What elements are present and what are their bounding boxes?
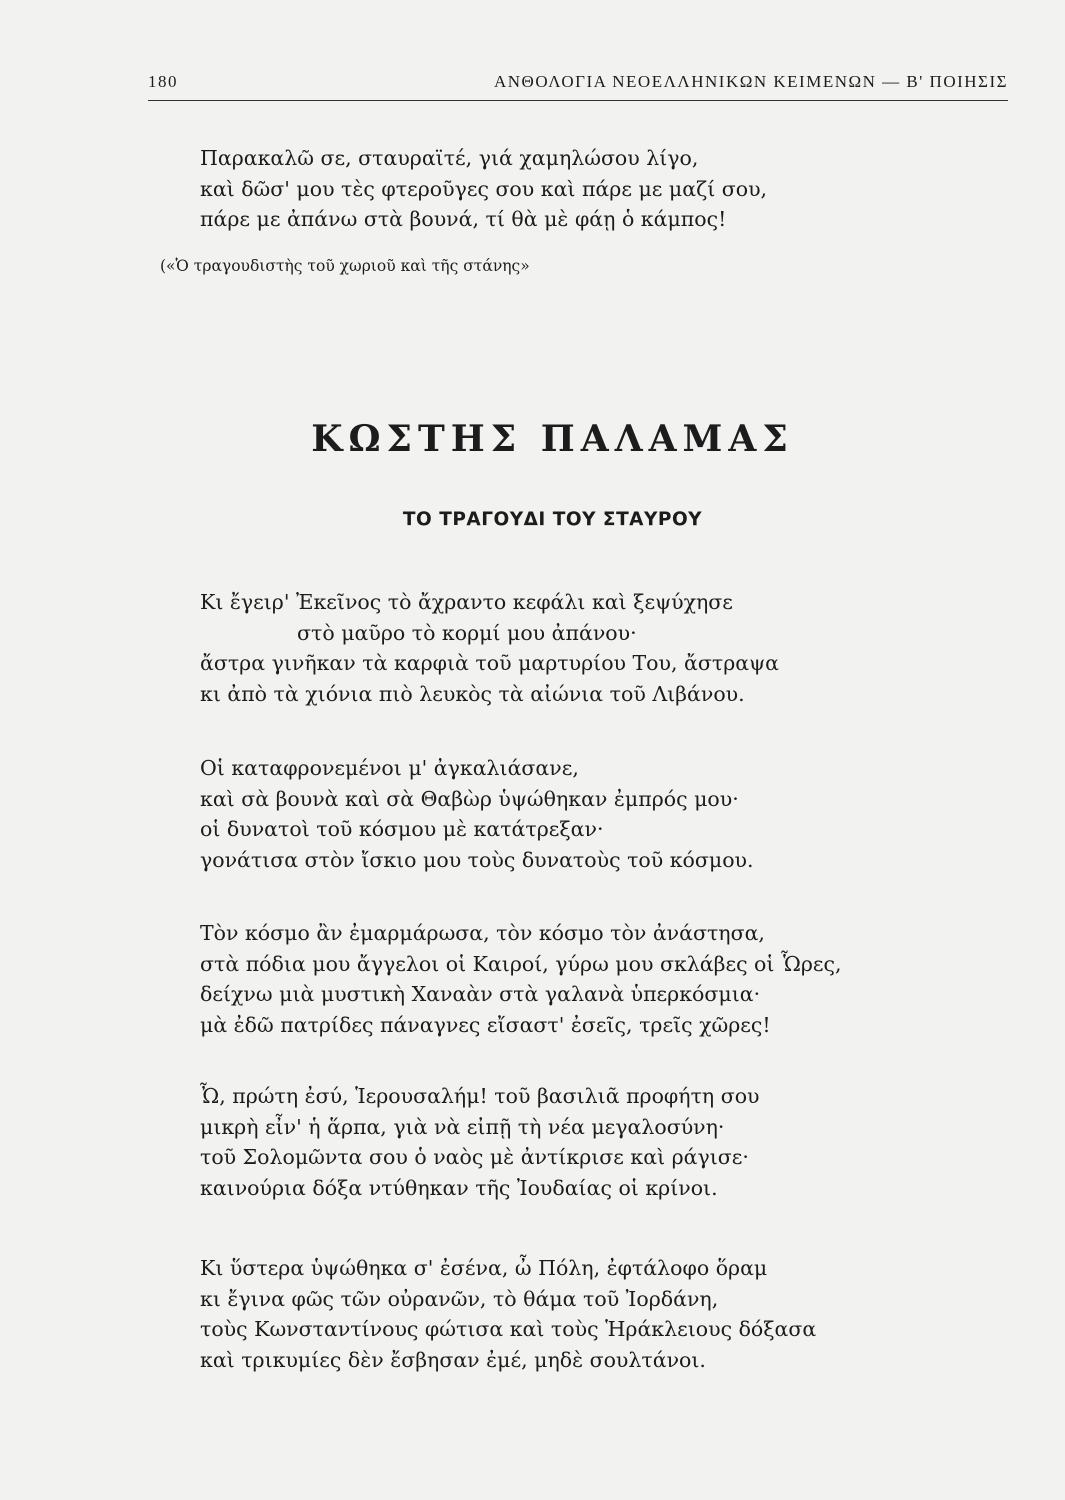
page-number: 180 [148, 72, 178, 91]
header-rule [148, 100, 1008, 101]
running-title: ΑΝΘΟΛΟΓΙΑ ΝΕΟΕΛΛΗΝΙΚΩΝ ΚΕΙΜΕΝΩΝ — Β' ΠΟΙΗΣΙΣ [493, 72, 1008, 91]
stanza-3 [200, 918, 1020, 1041]
verse-line: καὶ τρικυμίες δὲν ἔσβησαν ἐμέ, μηδὲ σουλτάνοι. [200, 1348, 706, 1373]
poem-title: ΤΟ ΤΡΑΓΟΥΔΙ ΤΟΥ ΣΤΑΥΡΟΥ [402, 509, 703, 530]
verse-line-indented: στὸ μαῦρο τὸ κορμί μου ἀπάνου· [297, 620, 637, 645]
verse-line: Τὸν κόσμο ἂν ἐμαρμάρωσα, τὸν κόσμο τὸν ἀνάστησα, [200, 921, 765, 945]
verse-line: Κι ὕστερα ὑψώθηκα σ' ἐσένα, ὦ Πόλη, ἐφτάλοφο ὅραμ [200, 1256, 768, 1280]
verse-line: ἄστρα γινῆκαν τὰ καρφιὰ τοῦ μαρτυρίου Του, ἄστραψα [200, 651, 780, 676]
verse-line: γονάτισα στὸν ἴσκιο μου τοὺς δυνατοὺς τοῦ κόσμου. [200, 848, 754, 873]
page-header [148, 72, 1008, 100]
verse-line: κι ἀπὸ τὰ χιόνια πιὸ λευκὸς τὰ αἰώνια τοῦ Λιβάνου. [200, 682, 745, 707]
verse-line: Οἱ καταφρονεμένοι μ' ἀγκαλιάσανε, [200, 756, 579, 780]
verse-line: καὶ σὰ βουνὰ καὶ σὰ Θαβὼρ ὑψώθηκαν ἐμπρός μου· [200, 786, 739, 811]
verse-line: Κι ἔγειρ' Ἐκεῖνος τὸ ἄχραντο κεφάλι καὶ ξεψύχησε [200, 590, 733, 614]
verse-line: μὰ ἐδῶ πατρίδες πάναγνες εἴσαστ' ἐσεῖς, τρεῖς χῶρες! [200, 1013, 771, 1038]
verse-line: καινούρια δόξα ντύθηκαν τῆς Ἰουδαίας οἱ κρίνοι. [200, 1176, 718, 1201]
author-name: ΚΩΣΤΗΣ ΠΑΛΑΜΑΣ [311, 418, 794, 460]
verse-line: κι ἔγινα φῶς τῶν οὐρανῶν, τὸ θάμα τοῦ Ἰορδάνη, [200, 1286, 719, 1311]
verse-line: Ὦ, πρώτη ἐσύ, Ἱερουσαλήμ! τοῦ βασιλιᾶ προφήτη σου [200, 1084, 760, 1108]
verse-line: καὶ δῶσ' μου τὲς φτεροῦγες σου καὶ πάρε με μαζί σου, [200, 176, 768, 201]
intro-stanza [200, 143, 1020, 235]
stanza-5 [200, 1253, 1020, 1376]
verse-line: οἱ δυνατοὶ τοῦ κόσμου μὲ κατάτρεξαν· [200, 817, 604, 842]
stanza-1 [200, 587, 1020, 710]
source-citation: («Ὁ τραγουδιστὴς τοῦ χωριοῦ καὶ τῆς στάνης» [160, 257, 530, 275]
stanza-4 [200, 1081, 1020, 1204]
verse-line: τοὺς Κωνσταντίνους φώτισα καὶ τοὺς Ἡράκλειους δόξασα [200, 1317, 817, 1342]
verse-line: μικρὴ εἶν' ἡ ἅρπα, γιὰ νὰ εἰπῇ τὴ νέα μεγαλοσύνη· [200, 1114, 725, 1139]
verse-line: πάρε με ἀπάνω στὰ βουνά, τί θὰ μὲ φάῃ ὁ κάμπος! [200, 207, 727, 232]
verse-line: στὰ πόδια μου ἄγγελοι οἱ Καιροί, γύρω μου σκλάβες οἱ Ὧρες, [200, 951, 842, 976]
stanza-2 [200, 753, 1020, 876]
verse-line: τοῦ Σολομῶντα σου ὁ ναὸς μὲ ἀντίκρισε καὶ ράγισε· [200, 1145, 749, 1170]
verse-line: δείχνω μιὰ μυστικὴ Χαναὰν στὰ γαλανὰ ὑπερκόσμια· [200, 982, 761, 1007]
verse-line: Παρακαλῶ σε, σταυραϊτέ, γιά χαμηλώσου λίγο, [200, 146, 699, 170]
